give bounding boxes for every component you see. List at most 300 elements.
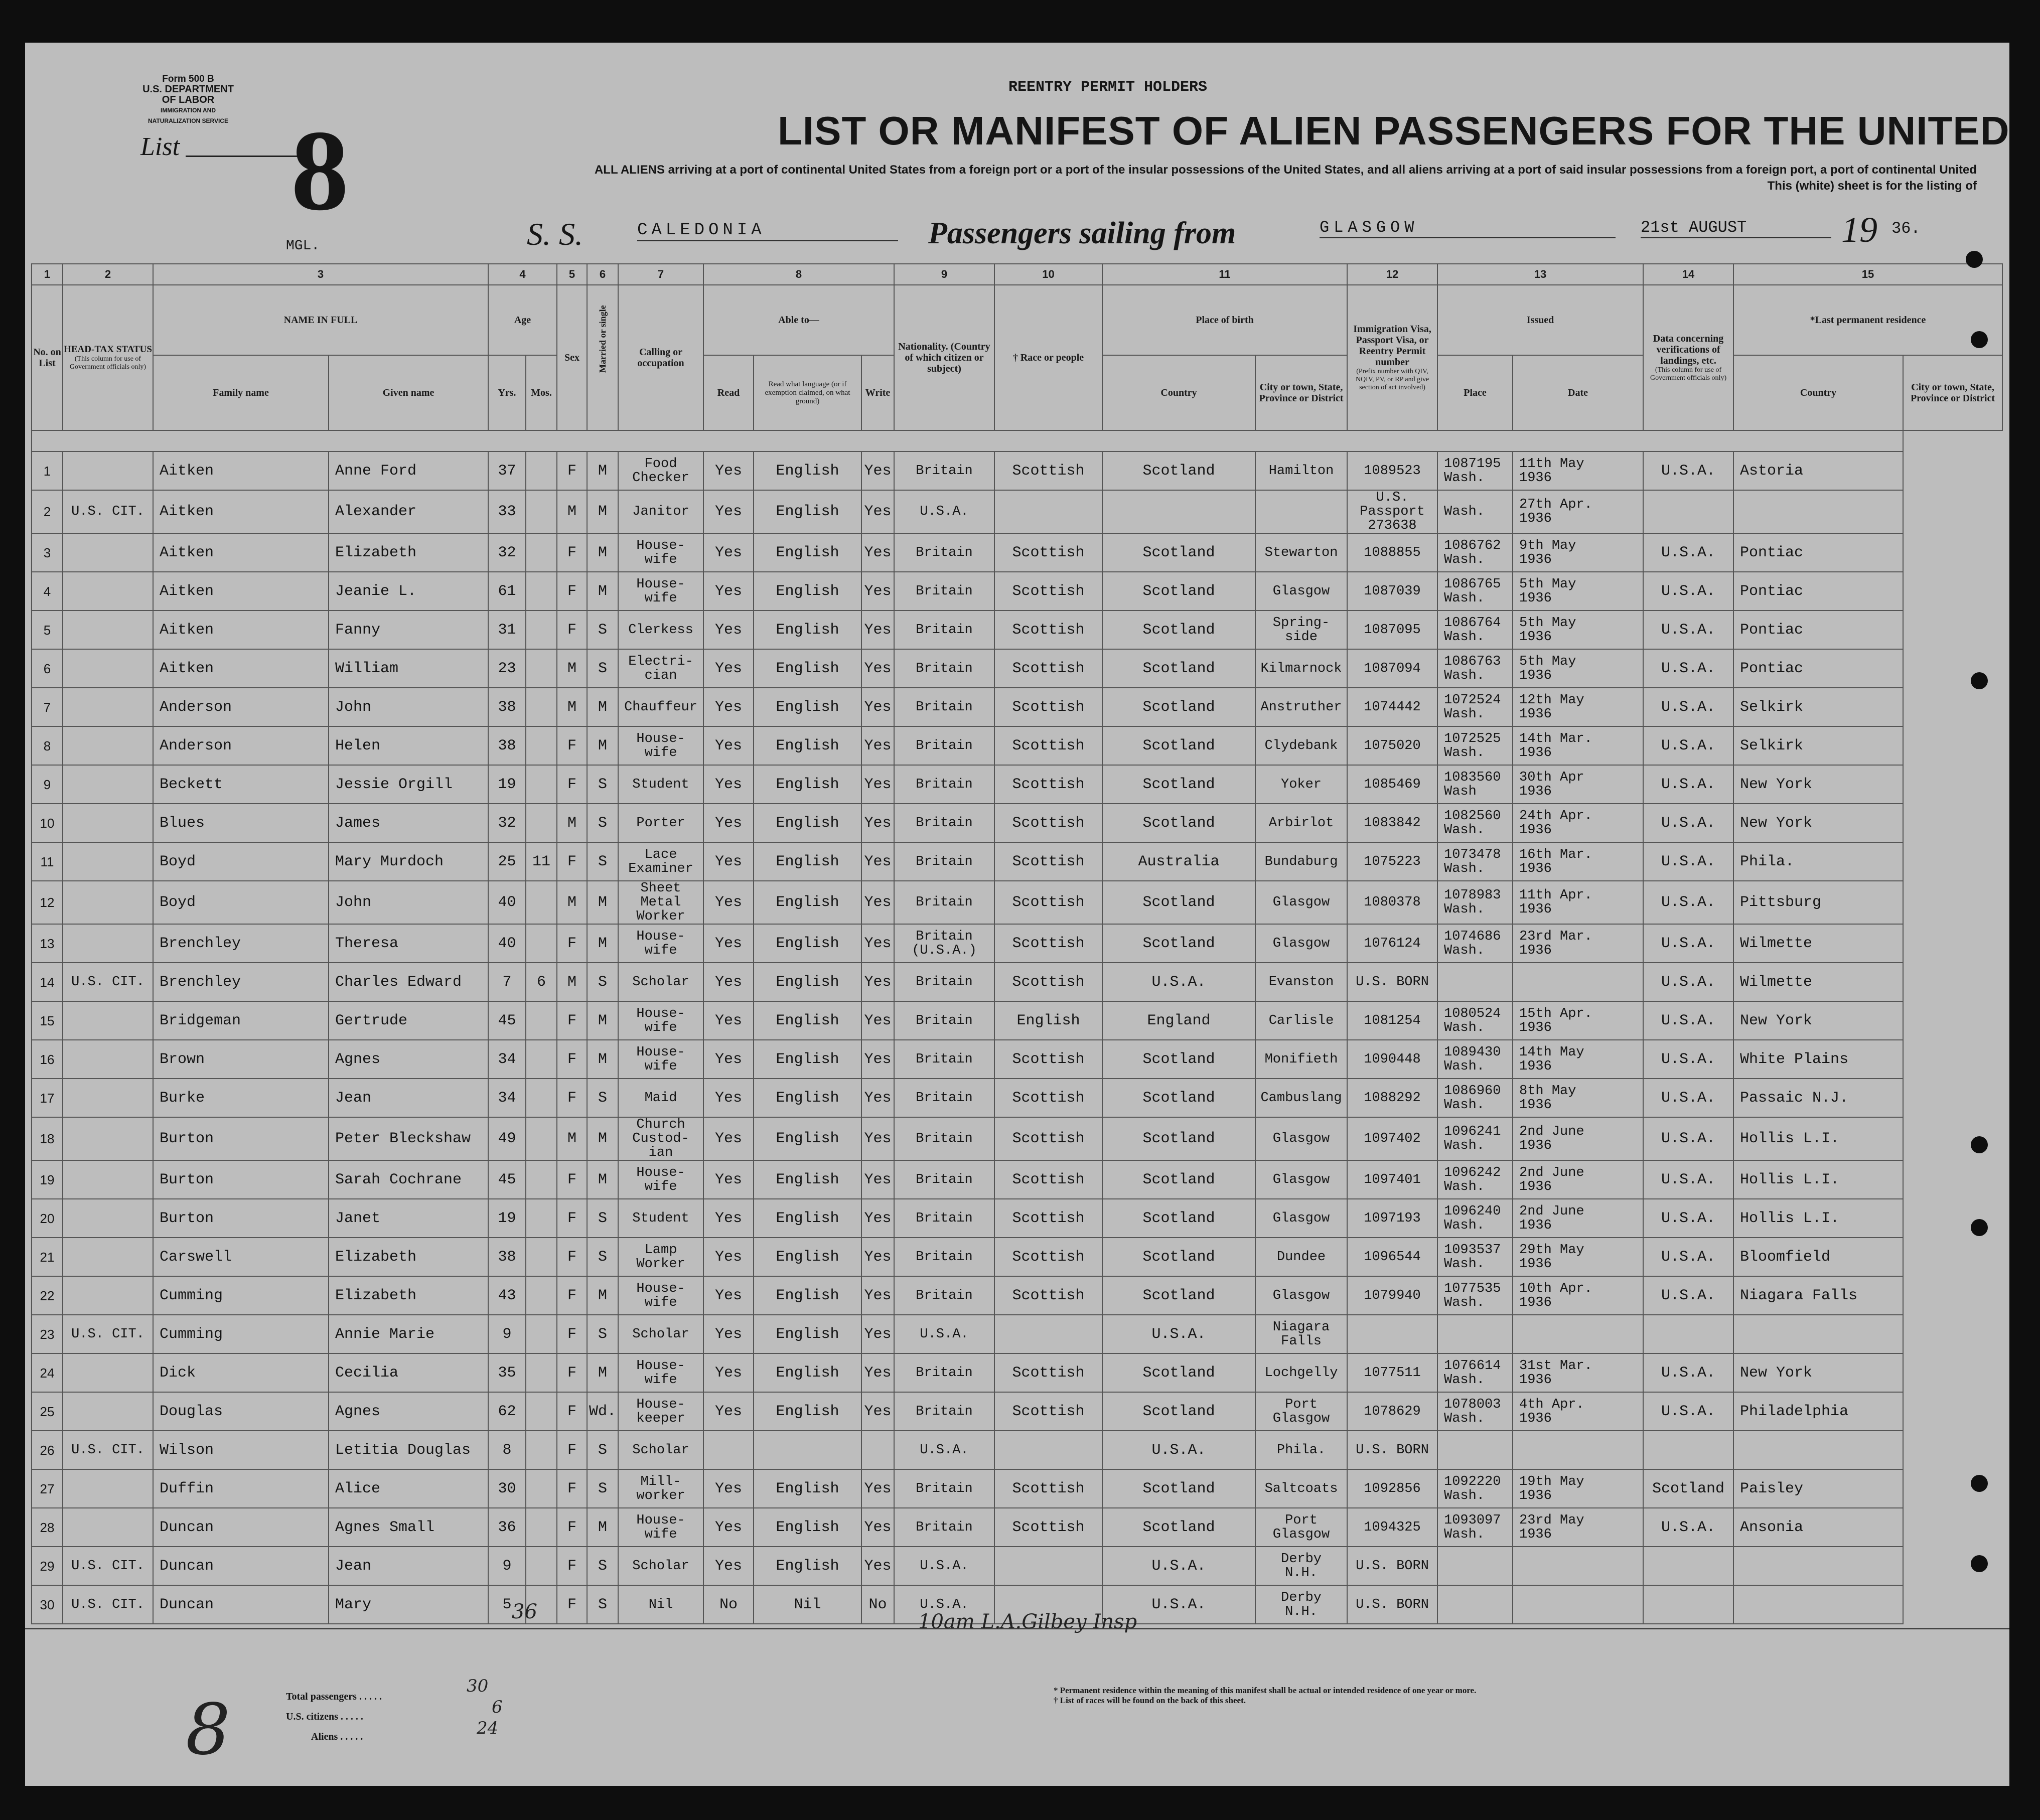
cell-write (861, 1431, 894, 1469)
cell-occ: House- wife (618, 572, 703, 611)
cell-yrs: 40 (488, 924, 526, 963)
cell-occ: Electri- cian (618, 649, 703, 688)
cell-iplace: 1092220 Wash. (1437, 1469, 1513, 1508)
cell-family: Aitken (153, 611, 329, 649)
cell-idate: 31st Mar. 1936 (1513, 1353, 1643, 1392)
table-row (32, 1547, 2002, 1585)
cell-mos (526, 1238, 557, 1276)
cell-visa: 1088855 (1347, 533, 1437, 572)
cell-write: Yes (861, 1238, 894, 1276)
cell-ms: M (587, 688, 618, 726)
cell-rcity: New York (1733, 804, 1903, 842)
cell-occ: Scholar (618, 963, 703, 1001)
cell-sex: M (557, 688, 587, 726)
cell-lang: English (754, 1547, 861, 1585)
cell-family: Aitken (153, 533, 329, 572)
cell-mos (526, 1199, 557, 1238)
cell-write: Yes (861, 804, 894, 842)
cell-ms: S (587, 963, 618, 1001)
cell-race: Scottish (994, 1469, 1102, 1508)
cell-mos (526, 881, 557, 924)
cell-rcountry: U.S.A. (1643, 924, 1733, 963)
table-row (32, 963, 2002, 1001)
cell-family: Dick (153, 1353, 329, 1392)
handwritten-eight: 8 (186, 1689, 231, 1771)
cell-occ: House- wife (618, 1040, 703, 1079)
cell-occ: Sheet Metal Worker (618, 881, 703, 924)
aliens-label: Aliens . . . . . (311, 1731, 363, 1742)
cell-visa: 1077511 (1347, 1353, 1437, 1392)
cell-race: Scottish (994, 1199, 1102, 1238)
cell-bcity: Spring- side (1255, 611, 1347, 649)
cell-tax (63, 726, 153, 765)
cell-rcountry: U.S.A. (1643, 1276, 1733, 1315)
cell-rcountry (1643, 1585, 1733, 1624)
cell-idate: 8th May 1936 (1513, 1079, 1643, 1117)
cell-sex: F (557, 1547, 587, 1585)
cell-lang: English (754, 1079, 861, 1117)
cell-family: Brenchley (153, 924, 329, 963)
cell-visa: 1083842 (1347, 804, 1437, 842)
cell-visa: U.S. Passport 273638 (1347, 490, 1437, 533)
cell-given: Fanny (329, 611, 488, 649)
cell-read: Yes (703, 1547, 754, 1585)
cell-tax (63, 1508, 153, 1547)
cell-tax (63, 765, 153, 804)
cell-lang: English (754, 1276, 861, 1315)
cell-yrs: 34 (488, 1079, 526, 1117)
cell-tax (63, 924, 153, 963)
cell-sex: F (557, 1238, 587, 1276)
cell-race: Scottish (994, 688, 1102, 726)
cell-nat: Britain (894, 804, 994, 842)
cell-read: Yes (703, 688, 754, 726)
cell-sex: F (557, 1469, 587, 1508)
cell-occ: Scholar (618, 1547, 703, 1585)
table-row (32, 1001, 2002, 1040)
cell-rcountry: U.S.A. (1643, 1392, 1733, 1431)
cell-ms: S (587, 1547, 618, 1585)
cell-write: Yes (861, 842, 894, 881)
table-row (32, 1160, 2002, 1199)
cell-idate: 14th May 1936 (1513, 1040, 1643, 1079)
cell-sex: F (557, 1040, 587, 1079)
cell-read: Yes (703, 649, 754, 688)
cell-sex: M (557, 1117, 587, 1160)
cell-yrs: 9 (488, 1315, 526, 1353)
cell-race: Scottish (994, 1353, 1102, 1392)
cell-nat: Britain (894, 1001, 994, 1040)
cell-bcountry: Scotland (1102, 1117, 1255, 1160)
list-number: 8 (291, 106, 349, 234)
cell-iplace (1437, 963, 1513, 1001)
cell-bcity: Yoker (1255, 765, 1347, 804)
table-row (32, 1508, 2002, 1547)
cell-family: Boyd (153, 881, 329, 924)
cell-tax (63, 1353, 153, 1392)
cell-write: Yes (861, 649, 894, 688)
cell-lang: English (754, 1353, 861, 1392)
cell-tax (63, 881, 153, 924)
cell-given: Agnes (329, 1392, 488, 1431)
cell-ms: M (587, 1353, 618, 1392)
cell-read: Yes (703, 611, 754, 649)
cell-bcity: Glasgow (1255, 1199, 1347, 1238)
cell-occ: House- wife (618, 1276, 703, 1315)
cell-iplace: 1083560 Wash (1437, 765, 1513, 804)
cell-yrs: 23 (488, 649, 526, 688)
cell-ms: S (587, 1199, 618, 1238)
cell-nat: Britain (894, 1238, 994, 1276)
cell-idate: 23rd Mar. 1936 (1513, 924, 1643, 963)
cell-visa: U.S. BORN (1347, 1431, 1437, 1469)
cell-read: Yes (703, 1276, 754, 1315)
cell-sex: M (557, 963, 587, 1001)
department: U.S. DEPARTMENT OF LABOR (142, 84, 234, 105)
cell-given: Elizabeth (329, 1238, 488, 1276)
cell-occ: House- wife (618, 726, 703, 765)
cell-lang: English (754, 842, 861, 881)
cell-iplace: 1093097 Wash. (1437, 1508, 1513, 1547)
cell-idate (1513, 1547, 1643, 1585)
cell-yrs: 40 (488, 881, 526, 924)
table-row (32, 1353, 2002, 1392)
cell-write: Yes (861, 1040, 894, 1079)
cell-no: 14 (32, 963, 63, 1001)
cell-family: Brenchley (153, 963, 329, 1001)
cell-visa: 1079940 (1347, 1276, 1437, 1315)
form-header (135, 74, 241, 126)
table-row (32, 1117, 2002, 1160)
cell-visa: 1080378 (1347, 881, 1437, 924)
cell-sex: F (557, 1160, 587, 1199)
cell-idate: 30th Apr 1936 (1513, 765, 1643, 804)
cell-sex: F (557, 842, 587, 881)
cell-idate: 10th Apr. 1936 (1513, 1276, 1643, 1315)
cell-family: Boyd (153, 842, 329, 881)
cell-bcity: Dundee (1255, 1238, 1347, 1276)
cell-no: 29 (32, 1547, 63, 1585)
cell-tax (63, 611, 153, 649)
cell-ms: M (587, 490, 618, 533)
cell-family: Duffin (153, 1469, 329, 1508)
cell-bcountry: Scotland (1102, 881, 1255, 924)
cell-bcountry: U.S.A. (1102, 963, 1255, 1001)
cell-write: Yes (861, 1160, 894, 1199)
cell-bcountry: Scotland (1102, 1199, 1255, 1238)
table-row (32, 1238, 2002, 1276)
cell-sex: M (557, 881, 587, 924)
cell-bcity: Clydebank (1255, 726, 1347, 765)
cell-rcountry: U.S.A. (1643, 842, 1733, 881)
cell-tax: U.S. CIT. (63, 1585, 153, 1624)
table-row (32, 1392, 2002, 1431)
cell-mos (526, 1353, 557, 1392)
cell-ms: S (587, 1315, 618, 1353)
column-header-row-2: Family name Given name Yrs. Mos. Read Read what language (or if exemption claimed, on what ground) Write Country City or town, State, Province or District Place Date Country City or town, State, Province or District (32, 355, 2002, 430)
cell-iplace: 1086763 Wash. (1437, 649, 1513, 688)
cell-yrs: 38 (488, 688, 526, 726)
cell-visa: 1096544 (1347, 1238, 1437, 1276)
cell-idate: 5th May 1936 (1513, 572, 1643, 611)
cell-yrs: 49 (488, 1117, 526, 1160)
cell-iplace: 1089430 Wash. (1437, 1040, 1513, 1079)
cell-bcity: Cambuslang (1255, 1079, 1347, 1117)
table-row (32, 688, 2002, 726)
cell-nat: Britain (894, 1392, 994, 1431)
cell-rcountry: U.S.A. (1643, 765, 1733, 804)
cell-occ: Student (618, 1199, 703, 1238)
cell-mos (526, 726, 557, 765)
cell-rcountry: U.S.A. (1643, 963, 1733, 1001)
cell-no: 15 (32, 1001, 63, 1040)
cell-ms: M (587, 533, 618, 572)
cell-iplace: 1072524 Wash. (1437, 688, 1513, 726)
cell-yrs: 38 (488, 726, 526, 765)
cell-race: Scottish (994, 881, 1102, 924)
cell-visa: 1088292 (1347, 1079, 1437, 1117)
punch-hole (1966, 251, 1983, 268)
cell-lang: English (754, 765, 861, 804)
cell-rcity: Selkirk (1733, 726, 1903, 765)
cell-no: 11 (32, 842, 63, 881)
cell-iplace: 1072525 Wash. (1437, 726, 1513, 765)
departure-port: GLASGOW (1320, 218, 1616, 238)
cell-given: Agnes Small (329, 1508, 488, 1547)
cell-idate: 14th Mar. 1936 (1513, 726, 1643, 765)
cell-read: Yes (703, 881, 754, 924)
intro-text: ALL ALIENS arriving at a port of continental United States from a foreign port or a port of the insular possessions of the United States, and all aliens arriving at a port of said insular possessions from a foreign port, a port of continental United This (white) sheet is for the listing of (594, 163, 1977, 193)
cell-nat: Britain (894, 1160, 994, 1199)
cell-race: Scottish (994, 649, 1102, 688)
cell-write: Yes (861, 881, 894, 924)
cell-sex: F (557, 451, 587, 490)
cell-idate: 19th May 1936 (1513, 1469, 1643, 1508)
cell-yrs: 45 (488, 1001, 526, 1040)
cell-no: 22 (32, 1276, 63, 1315)
cell-given: Sarah Cochrane (329, 1160, 488, 1199)
cell-sex: F (557, 1392, 587, 1431)
cell-given: Mary (329, 1585, 488, 1624)
cell-sex: F (557, 1315, 587, 1353)
cell-race: Scottish (994, 1238, 1102, 1276)
manifest-sheet (25, 43, 2009, 1786)
cell-no: 18 (32, 1117, 63, 1160)
cell-lang: English (754, 924, 861, 963)
cell-tax (63, 1276, 153, 1315)
cell-rcity: Astoria (1733, 451, 1903, 490)
cell-lang (754, 1431, 861, 1469)
table-row (32, 881, 2002, 924)
cell-family: Burton (153, 1117, 329, 1160)
cell-sex: M (557, 649, 587, 688)
cell-occ: Porter (618, 804, 703, 842)
cell-occ: House- wife (618, 1160, 703, 1199)
cell-no: 6 (32, 649, 63, 688)
cell-iplace: 1096242 Wash. (1437, 1160, 1513, 1199)
cell-bcity: Glasgow (1255, 1160, 1347, 1199)
cell-bcity: Carlisle (1255, 1001, 1347, 1040)
cell-given: Cecilia (329, 1353, 488, 1392)
cell-yrs: 25 (488, 842, 526, 881)
cell-rcountry: U.S.A. (1643, 451, 1733, 490)
cell-ms: M (587, 726, 618, 765)
page-title: LIST OR MANIFEST OF ALIEN PASSENGERS FOR THE UNITED (778, 108, 2010, 153)
cell-bcountry: Scotland (1102, 1079, 1255, 1117)
cell-write: Yes (861, 1276, 894, 1315)
cell-race: Scottish (994, 1508, 1102, 1547)
list-label: List (140, 132, 180, 161)
mgl-mark: MGL. (286, 238, 320, 254)
cell-occ: Mill- worker (618, 1469, 703, 1508)
cell-mos (526, 1079, 557, 1117)
cell-given: Jessie Orgill (329, 765, 488, 804)
cell-write: Yes (861, 726, 894, 765)
cell-bcountry: Scotland (1102, 924, 1255, 963)
cell-family: Brown (153, 1040, 329, 1079)
cell-write: Yes (861, 1508, 894, 1547)
cell-bcity: Niagara Falls (1255, 1315, 1347, 1353)
cell-bcity: Glasgow (1255, 1276, 1347, 1315)
cell-bcity: Bundaburg (1255, 842, 1347, 881)
cell-visa: U.S. BORN (1347, 1585, 1437, 1624)
cell-family: Aitken (153, 451, 329, 490)
cell-occ: Maid (618, 1079, 703, 1117)
cell-sex: F (557, 1199, 587, 1238)
cell-lang: English (754, 451, 861, 490)
cell-mos (526, 572, 557, 611)
cell-no: 24 (32, 1353, 63, 1392)
cell-given: Letitia Douglas (329, 1431, 488, 1469)
cell-rcountry (1643, 490, 1733, 533)
us-citizens-label: U.S. citizens . . . . . (286, 1711, 363, 1722)
cell-rcountry: U.S.A. (1643, 688, 1733, 726)
cell-visa: 1087039 (1347, 572, 1437, 611)
cell-no: 4 (32, 572, 63, 611)
table-row (32, 1431, 2002, 1469)
cell-mos (526, 1392, 557, 1431)
cell-occ: Lace Examiner (618, 842, 703, 881)
cell-family: Aitken (153, 649, 329, 688)
cell-visa: 1094325 (1347, 1508, 1437, 1547)
cell-tax (63, 1160, 153, 1199)
cell-write: Yes (861, 490, 894, 533)
cell-mos (526, 649, 557, 688)
cell-bcity: Hamilton (1255, 451, 1347, 490)
cell-idate: 16th Mar. 1936 (1513, 842, 1643, 881)
cell-write: Yes (861, 611, 894, 649)
cell-rcity (1733, 1547, 1903, 1585)
cell-nat: Britain (894, 1117, 994, 1160)
cell-ms: M (587, 1276, 618, 1315)
cell-no: 7 (32, 688, 63, 726)
cell-mos (526, 1315, 557, 1353)
table-row (32, 649, 2002, 688)
table-row (32, 842, 2002, 881)
cell-bcity: Port Glasgow (1255, 1508, 1347, 1547)
cell-rcity (1733, 490, 1903, 533)
cell-race: Scottish (994, 924, 1102, 963)
cell-write: Yes (861, 572, 894, 611)
cell-bcity: Port Glasgow (1255, 1392, 1347, 1431)
cell-nat: Britain (894, 1079, 994, 1117)
cell-given: Anne Ford (329, 451, 488, 490)
cell-tax (63, 1040, 153, 1079)
cell-lang: English (754, 1238, 861, 1276)
cell-rcity: White Plains (1733, 1040, 1903, 1079)
cell-given: Janet (329, 1199, 488, 1238)
table-row (32, 611, 2002, 649)
cell-idate: 9th May 1936 (1513, 533, 1643, 572)
cell-lang: English (754, 1315, 861, 1353)
cell-write: Yes (861, 963, 894, 1001)
cell-mos (526, 804, 557, 842)
cell-idate: 4th Apr. 1936 (1513, 1392, 1643, 1431)
cell-given: John (329, 688, 488, 726)
cell-ms: S (587, 765, 618, 804)
cell-bcity: Derby N.H. (1255, 1547, 1347, 1585)
cell-bcountry: U.S.A. (1102, 1315, 1255, 1353)
cell-iplace: 1086764 Wash. (1437, 611, 1513, 649)
cell-given: Mary Murdoch (329, 842, 488, 881)
cell-rcountry: U.S.A. (1643, 572, 1733, 611)
cell-no: 8 (32, 726, 63, 765)
total-passengers-label: Total passengers . . . . . (286, 1691, 382, 1702)
cell-bcity: Lochgelly (1255, 1353, 1347, 1392)
cell-nat: Britain (894, 572, 994, 611)
cell-sex: M (557, 804, 587, 842)
cell-rcountry: U.S.A. (1643, 1001, 1733, 1040)
cell-nat: U.S.A. (894, 490, 994, 533)
ship-name: CALEDONIA (637, 221, 898, 241)
cell-idate (1513, 1431, 1643, 1469)
cell-write: Yes (861, 1079, 894, 1117)
cell-family: Anderson (153, 688, 329, 726)
cell-lang: English (754, 611, 861, 649)
cell-sex: F (557, 765, 587, 804)
cell-occ: House- wife (618, 533, 703, 572)
cell-nat: Britain (U.S.A.) (894, 924, 994, 963)
cell-mos (526, 688, 557, 726)
cell-sex: F (557, 1431, 587, 1469)
cell-bcountry: Scotland (1102, 1508, 1255, 1547)
cell-write: Yes (861, 1315, 894, 1353)
cell-ms: S (587, 1431, 618, 1469)
cell-visa: 1081254 (1347, 1001, 1437, 1040)
cell-read: Yes (703, 1315, 754, 1353)
cell-tax (63, 842, 153, 881)
cell-iplace: 1077535 Wash. (1437, 1276, 1513, 1315)
cell-occ: Nil (618, 1585, 703, 1624)
cell-nat: Britain (894, 842, 994, 881)
cell-lang: English (754, 804, 861, 842)
cell-mos (526, 611, 557, 649)
cell-lang: English (754, 881, 861, 924)
cell-sex: F (557, 533, 587, 572)
cell-occ: House- wife (618, 1353, 703, 1392)
cell-visa (1347, 1315, 1437, 1353)
cell-no: 21 (32, 1238, 63, 1276)
cell-occ: Clerkess (618, 611, 703, 649)
cell-race: Scottish (994, 1160, 1102, 1199)
cell-tax (63, 1238, 153, 1276)
punch-hole (1971, 1555, 1988, 1572)
cell-sex: M (557, 490, 587, 533)
cell-mos: 6 (526, 963, 557, 1001)
cell-read: Yes (703, 804, 754, 842)
cell-family: Aitken (153, 490, 329, 533)
cell-yrs: 31 (488, 611, 526, 649)
